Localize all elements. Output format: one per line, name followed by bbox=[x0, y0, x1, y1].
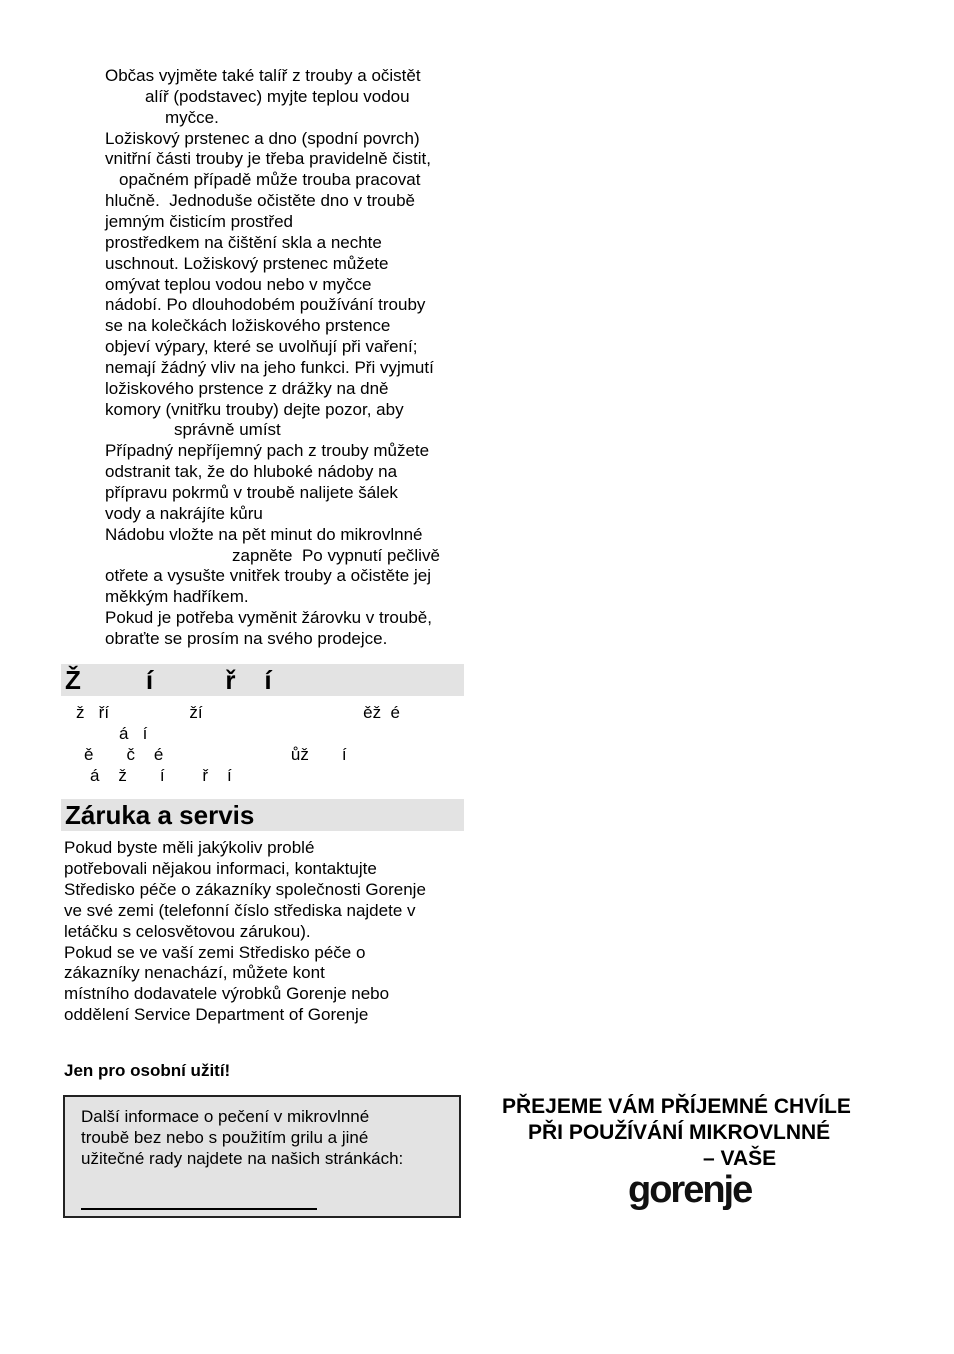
info-box bbox=[63, 1095, 461, 1218]
warranty-text-line: oddělení Service Department of Gorenje bbox=[64, 1005, 369, 1025]
warranty-text-line: Pokud se ve vaší zemi Středisko péče o bbox=[64, 942, 366, 962]
cleaning-text-line: Pokud je potřeba vyměnit žárovku v troubě, bbox=[105, 608, 432, 628]
personal-use-note: Jen pro osobní užití! bbox=[64, 1061, 231, 1080]
wish-line-1: PŘEJEME VÁM PŘÍJEMNÉ CHVÍLE bbox=[502, 1095, 851, 1118]
info-line: Další informace o pečení v mikrovlnné bbox=[81, 1107, 370, 1126]
cleaning-text-line: zapněte Po vypnutí pečlivě bbox=[232, 545, 440, 565]
cleaning-text-line: odstranit tak, že do hluboké nádoby na bbox=[105, 462, 398, 482]
cleaning-text-line: nemají žádný vliv na jeho funkci. Při vyjmutí bbox=[105, 357, 434, 377]
section-text-line: ž ří ží ěž é bbox=[76, 703, 401, 722]
warranty-text-line: místního dodavatele výrobků Gorenje nebo bbox=[64, 984, 390, 1004]
section-heading-bar bbox=[61, 664, 464, 696]
cleaning-text-line: správně umíst bbox=[174, 420, 281, 440]
gorenje-logo: gorenje bbox=[628, 1169, 752, 1211]
cleaning-text-line: hlučně. Jednoduše očistěte dno v troubě bbox=[105, 191, 415, 211]
section-text-line: ě č é ůž í bbox=[84, 745, 347, 764]
cleaning-text-line: vody a nakrájíte kůru bbox=[105, 503, 263, 523]
warranty-text-line: letáčku s celosvětovou zárukou). bbox=[64, 921, 311, 941]
info-line: užitečné rady najdete na našich stránkách: bbox=[81, 1149, 404, 1168]
section-text-line: á í bbox=[119, 724, 148, 743]
warranty-text-line: Pokud byste měli jakýkoliv problé bbox=[64, 838, 315, 857]
warranty-text-line: zákazníky nenachází, můžete kont bbox=[64, 963, 325, 983]
cleaning-text-line: měkkým hadříkem. bbox=[105, 587, 249, 607]
cleaning-text-line: vnitřní části trouby je třeba pravidelně čistit, bbox=[105, 149, 431, 169]
info-line: troubě bez nebo s použitím grilu a jiné bbox=[81, 1128, 369, 1147]
cleaning-text-line: alíř (podstavec) myjte teplou vodou bbox=[145, 86, 410, 106]
cleaning-text-line: se na kolečkách ložiskového prstence bbox=[105, 316, 391, 336]
section-text-line: á ž í ř í bbox=[90, 766, 232, 785]
cleaning-text-line: jemným čisticím prostřed bbox=[105, 211, 293, 231]
cleaning-text-line: obraťte se prosím na svého prodejce. bbox=[105, 628, 388, 648]
cleaning-text-line: Ložiskový prstenec a dno (spodní povrch) bbox=[105, 128, 420, 148]
cleaning-text-line: komory (vnitřku trouby) dejte pozor, aby bbox=[105, 399, 404, 419]
warranty-text-line: Středisko péče o zákazníky společnosti Gorenje bbox=[64, 879, 426, 899]
wish-line-2: PŘI POUŽÍVÁNÍ MIKROVLNNÉ bbox=[528, 1121, 831, 1144]
website-blank-line bbox=[81, 1208, 317, 1210]
cleaning-text-line: objeví výpary, které se uvolňují při vaření; bbox=[105, 337, 418, 357]
cleaning-text-line: uschnout. Ložiskový prstenec můžete bbox=[105, 253, 389, 273]
warranty-heading: Záruka a servis bbox=[65, 800, 255, 830]
cleaning-text-line: omývat teplou vodou nebo v myčce bbox=[105, 274, 372, 294]
warranty-text-line: ve své zemi (telefonní číslo střediska najdete v bbox=[64, 900, 416, 920]
warranty-heading-bar bbox=[61, 799, 464, 831]
cleaning-text-line: prostředkem na čištění skla a nechte bbox=[105, 232, 382, 252]
section-heading: Ž í ř í bbox=[65, 665, 272, 695]
cleaning-text-line: Případný nepříjemný pach z trouby můžete bbox=[105, 441, 430, 461]
cleaning-text-line: opačném případě může trouba pracovat bbox=[119, 170, 421, 190]
wish-line-3: – VAŠE bbox=[703, 1147, 777, 1170]
cleaning-text-line: Občas vyjměte také talíř z trouby a očistět bbox=[105, 66, 421, 85]
warranty-text-line: potřebovali nějakou informaci, kontaktujte bbox=[64, 858, 377, 878]
cleaning-text-line: přípravu pokrmů v troubě nalijete šálek bbox=[105, 483, 398, 502]
cleaning-text-line: Nádobu vložte na pět minut do mikrovlnné bbox=[105, 524, 423, 544]
cleaning-text-line: nádobí. Po dlouhodobém používání trouby bbox=[105, 295, 426, 315]
cleaning-text-line: otřete a vysušte vnitřek trouby a očistěte jej bbox=[105, 566, 431, 586]
cleaning-text-line: ložiskového prstence z drážky na dně bbox=[105, 378, 389, 398]
cleaning-text-line: myčce. bbox=[165, 107, 219, 127]
